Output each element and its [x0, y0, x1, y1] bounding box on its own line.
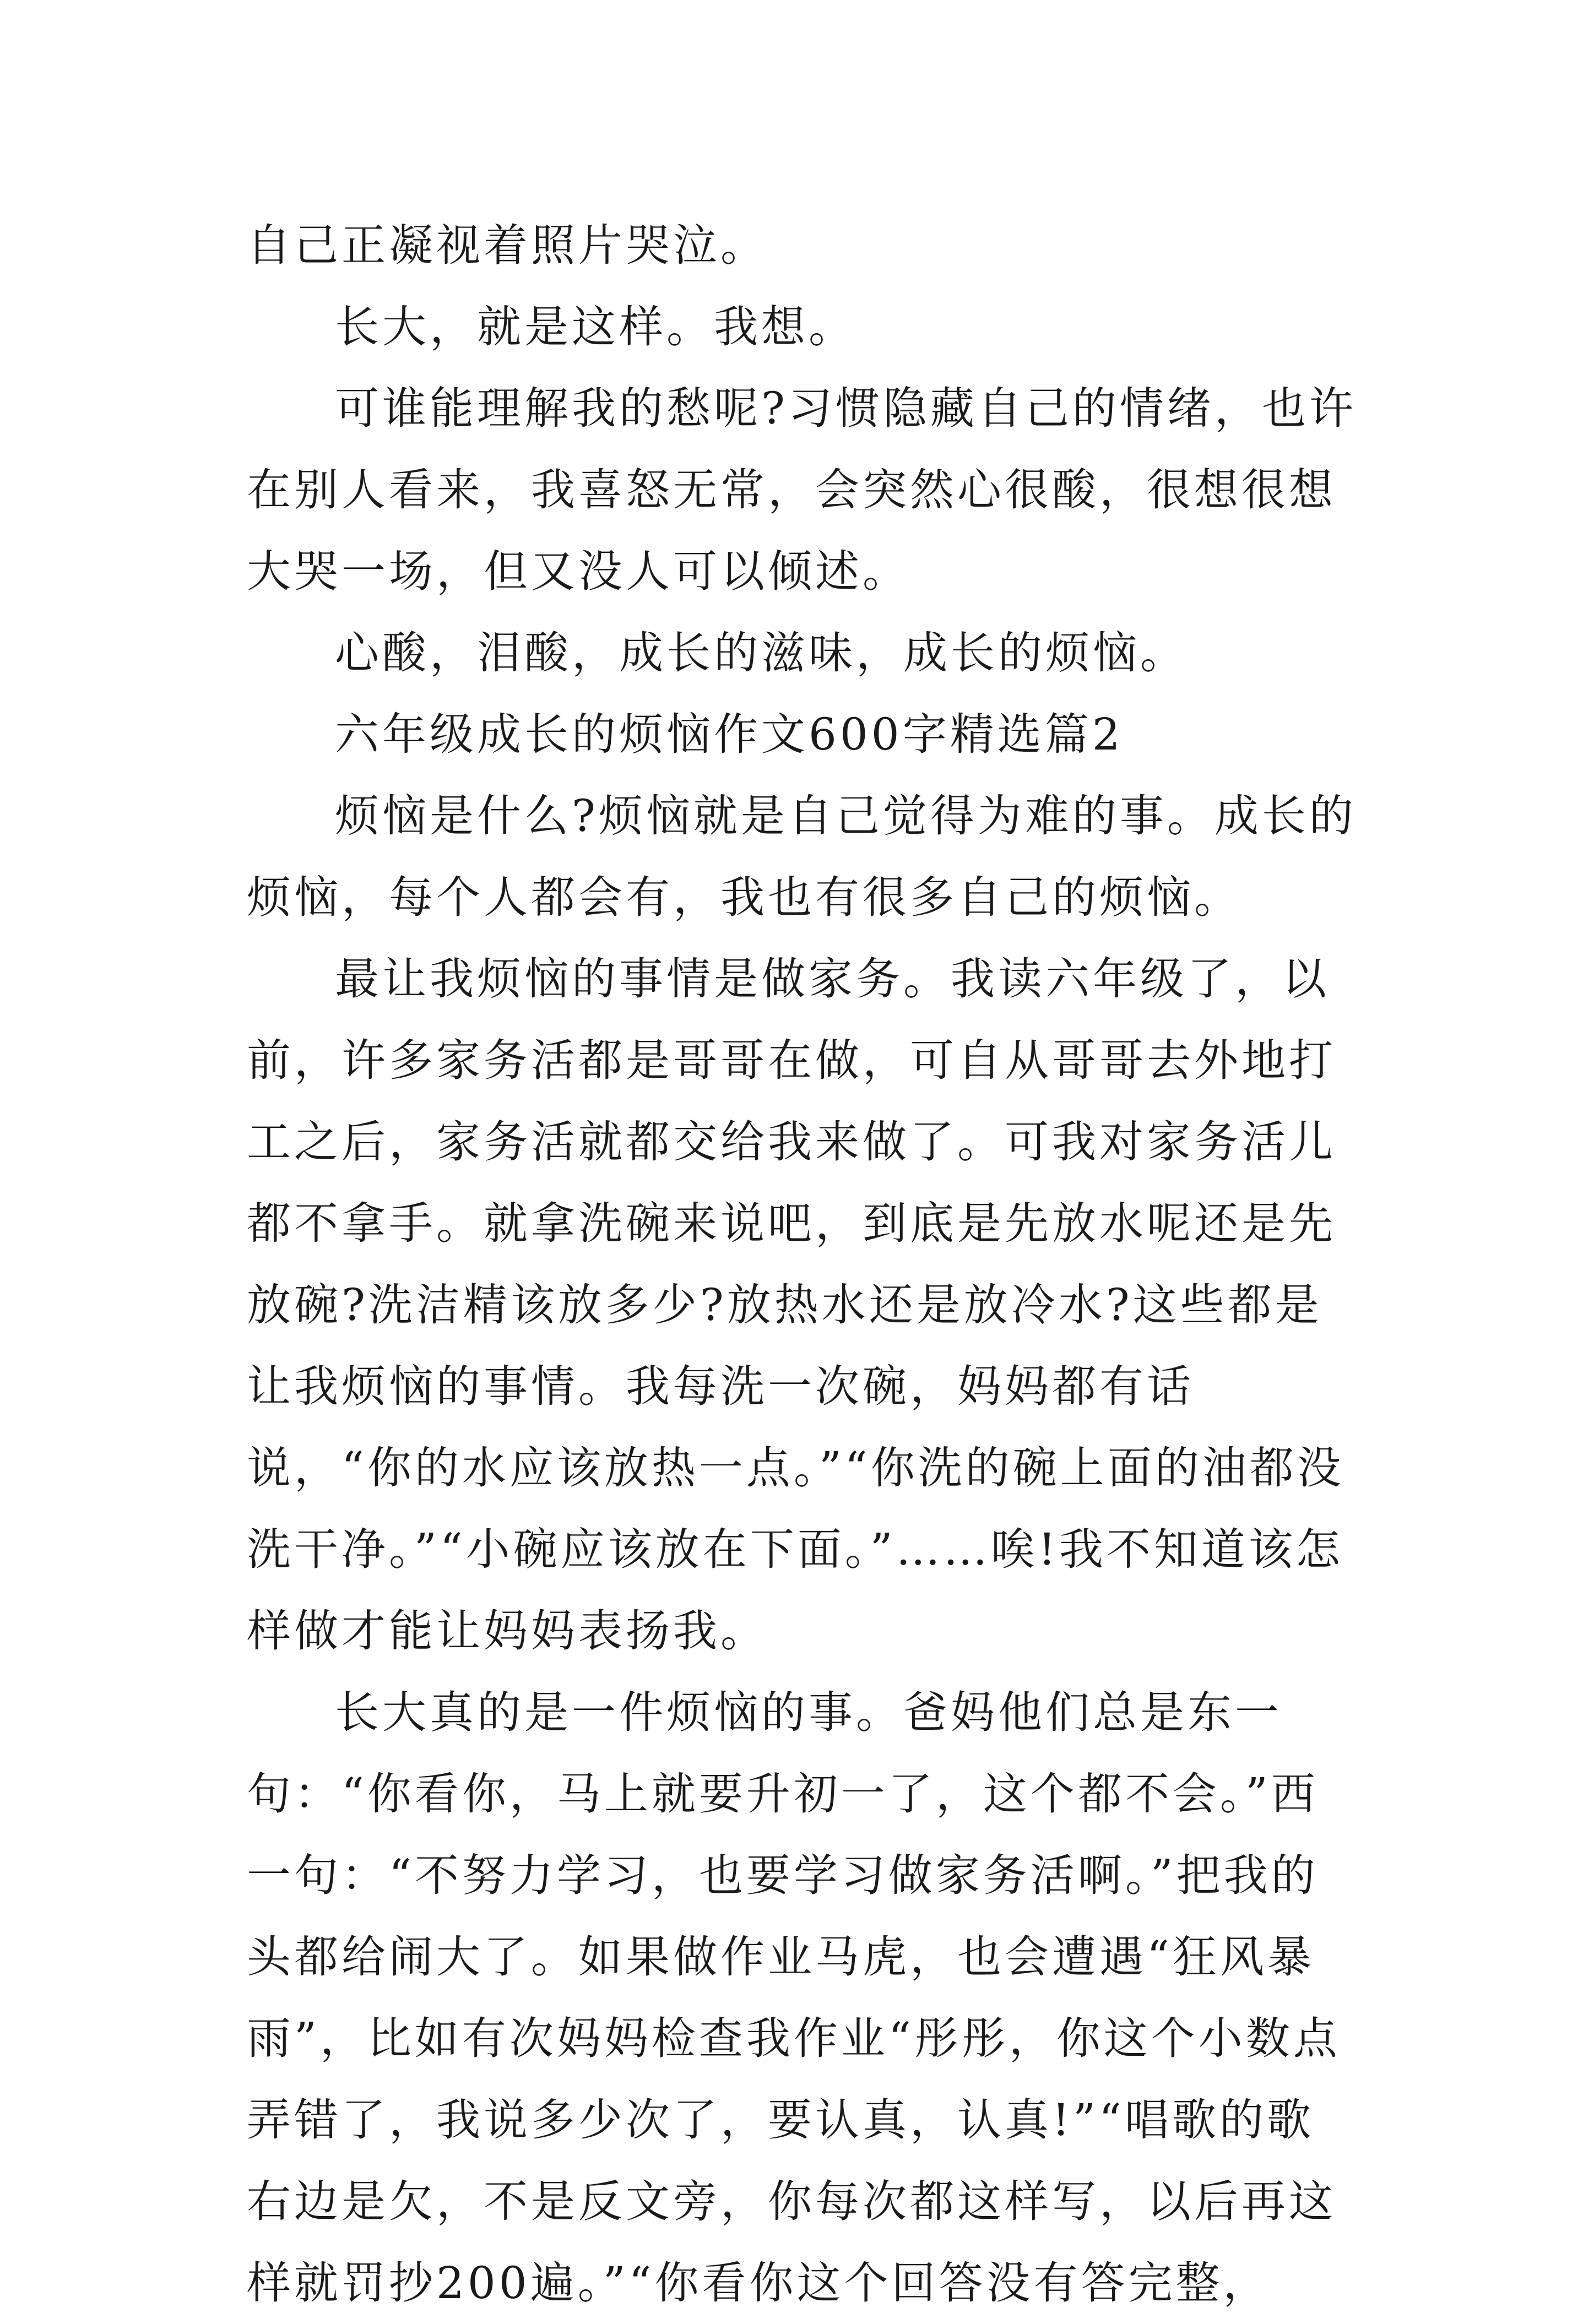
section-heading: 六年级成长的烦恼作文600字精选篇2 — [335, 709, 1124, 760]
paragraph: 心酸，泪酸，成长的滋味，成长的烦恼。 — [335, 627, 1188, 678]
paragraph: 烦恼是什么?烦恼就是自己觉得为难的事。成长的烦恼，每个人都会有，我也有很多自己的烦恼。 — [247, 790, 1357, 923]
document-body — [247, 205, 1357, 2324]
paragraph: 最让我烦恼的事情是做家务。我读六年级了，以前，许多家务活都是哥哥在做，可自从哥哥去外地打工之后，家务活就都交给我来做了。可我对家务活儿都不拿手。就拿洗碗来说吧，到底是先放水呢还是先放碗?洗洁精该放多少?放热水还是放冷水?这些都是让我烦恼的事情。我每洗一次碗，妈妈都有话说，“你的水应该放热一点。”“你洗的碗上面的油都没洗干净。”“小碗应该放在下面。”……唉!我不知道该怎样做才能让妈妈表扬我。 — [247, 953, 1344, 1657]
paragraph: 长大真的是一件烦恼的事。爸妈他们总是东一句：“你看你，马上就要升初一了，这个都不会。”西一句：“不努力学习，也要学习做家务活啊。”把我的头都给闹大了。如果做作业马虎，也会遭遇“狂风暴雨”，比如有次妈妈检查我作业“彤彤，你这个小数点弄错了，我说多少次了，要认真，认真!”“唱歌的歌右边是欠，不是反文旁，你每次都这样写，以后再这样就罚抄200遍。”“你看你这个回答没有答完整， — [247, 1687, 1341, 2309]
paragraph: 可谁能理解我的愁呢?习惯隐藏自己的情绪，也许在别人看来，我喜怒无常，会突然心很酸，很想很想大哭一场，但又没人可以倾述。 — [247, 383, 1357, 597]
paragraph-continuation: 自己正凝视着照片哭泣。 — [247, 220, 768, 271]
paragraph: 长大，就是这样。我想。 — [335, 301, 856, 352]
